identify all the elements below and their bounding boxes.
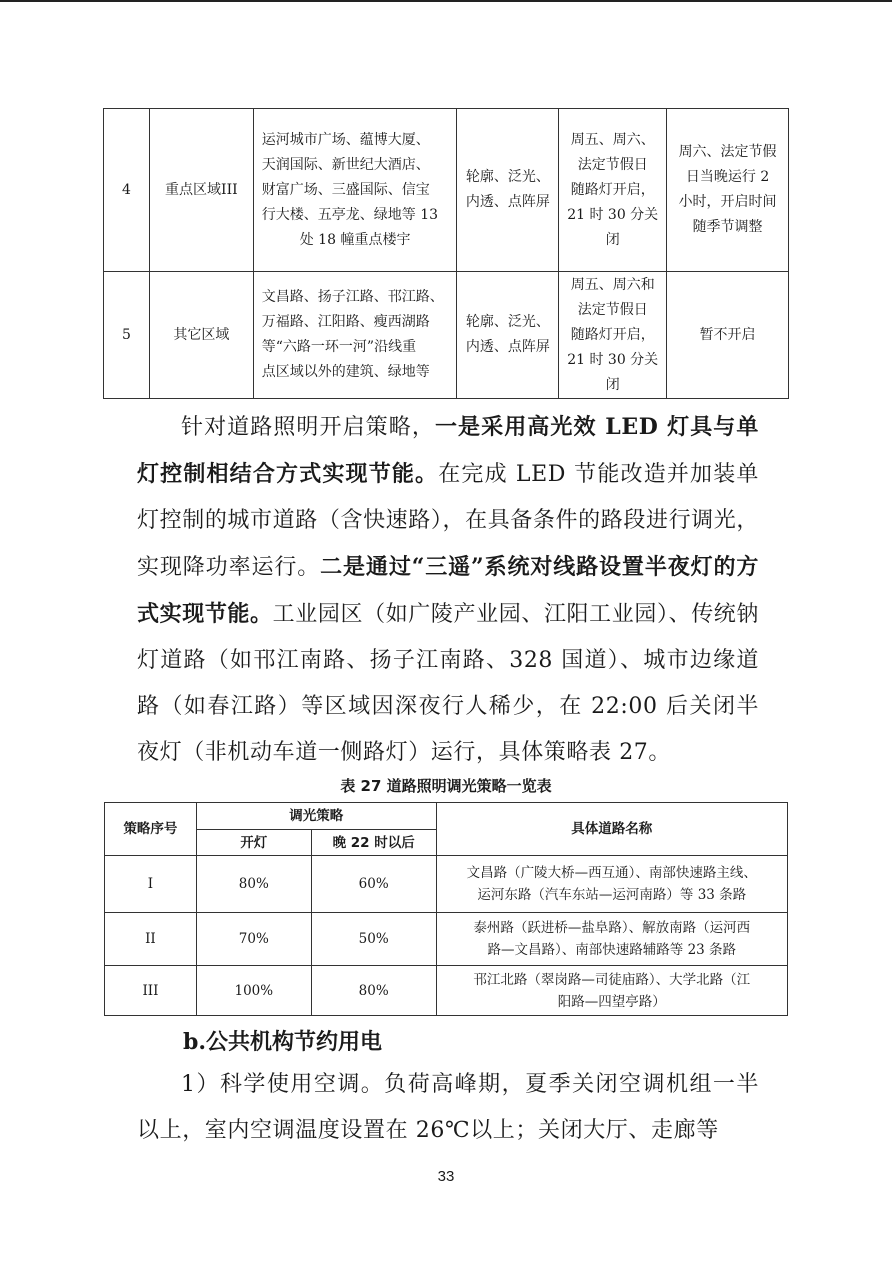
area-name: 重点区域III (149, 109, 253, 272)
note-cell: 周六、法定节假 日当晚运行 2 小时，开启时间 随季节调整 (667, 109, 789, 272)
policy-no: III (105, 966, 197, 1016)
table-header-row (105, 803, 788, 830)
on-level: 100% (196, 966, 311, 1016)
table-row (105, 966, 788, 1016)
road-names: 邗江北路（翠岗路—司徒庙路）、大学北路（江 阳路—四望亭路） (436, 966, 787, 1016)
locations-cell: 文昌路、扬子江路、邗江路、 万福路、江阳路、瘦西湖路 等“六路一环一河”沿线重 点区域以外的建筑、绿地等 (253, 272, 457, 399)
road-names: 文昌路（广陵大桥—西互通）、南部快速路主线、 运河东路（汽车东站—运河南路）等 33 条路 (436, 856, 787, 913)
schedule-cell: 周五、周六和 法定节假日 随路灯开启， 21 时 30 分关 闭 (559, 272, 667, 399)
area-name: 其它区域 (149, 272, 253, 399)
header-policy-no: 策略序号 (105, 803, 197, 856)
table-caption: 表 27 道路照明调光策略一览表 (340, 777, 552, 795)
after22-level: 60% (311, 856, 436, 913)
schedule-cell: 周五、周六、 法定节假日 随路灯开启， 21 时 30 分关 闭 (559, 109, 667, 272)
lighting-area-table (103, 108, 789, 399)
air-conditioning-paragraph: 1）科学使用空调。负荷高峰期，夏季关闭空调机组一半以上，室内空调温度设置在 26℃以上；关闭大厅、走廊等 (137, 1072, 759, 1143)
page-top-border (0, 0, 892, 2)
policy-no: I (105, 856, 197, 913)
section-heading: b.公共机构节约用电 (183, 1029, 383, 1055)
table-row (105, 913, 788, 966)
header-on: 开灯 (196, 830, 311, 856)
header-roads: 具体道路名称 (436, 803, 787, 856)
dimming-strategy-table (104, 802, 788, 1016)
lighting-methods-cell: 轮廓、泛光、 内透、点阵屏 (457, 272, 559, 399)
header-after22: 晚 22 时以后 (311, 830, 436, 856)
after22-level: 50% (311, 913, 436, 966)
on-level: 80% (196, 856, 311, 913)
table-row (104, 109, 789, 272)
header-dimming: 调光策略 (196, 803, 436, 830)
note-cell: 暂不开启 (667, 272, 789, 399)
table-row (105, 856, 788, 913)
locations-cell: 运河城市广场、蕴博大厦、 天润国际、新世纪大酒店、 财富广场、三盛国际、信宝 行大楼、五亭龙、绿地等 13 处 18 幢重点楼宇 (253, 109, 457, 272)
policy-no: II (105, 913, 197, 966)
lighting-methods-cell: 轮廓、泛光、 内透、点阵屏 (457, 109, 559, 272)
on-level: 70% (196, 913, 311, 966)
road-lighting-paragraph: 针对道路照明开启策略，一是采用高光效 LED 灯具与单灯控制相结合方式实现节能。在完成 LED 节能改造并加装单灯控制的城市道路（含快速路），在具备条件的路段进行调光，实现降功率运行。二是通过“三遥”系统对线路设置半夜灯的方式实现节能。工业园区（如广陵产业园、江阳工业园）、传统钠灯道路（如邗江南路、扬子江南路、328 国道）、城市边缘道路（如春江路）等区域因深夜行人稀少，在 22:00 后关闭半夜灯（非机动车道一侧路灯）运行，具体策略表 27。 (137, 414, 760, 765)
road-names: 泰州路（跃进桥—盐阜路）、解放南路（运河西 路—文昌路）、南部快速路辅路等 23 条路 (436, 913, 787, 966)
row-number: 5 (104, 272, 150, 399)
page-number: 33 (437, 1168, 455, 1185)
after22-level: 80% (311, 966, 436, 1016)
table-row (104, 272, 789, 399)
row-number: 4 (104, 109, 150, 272)
